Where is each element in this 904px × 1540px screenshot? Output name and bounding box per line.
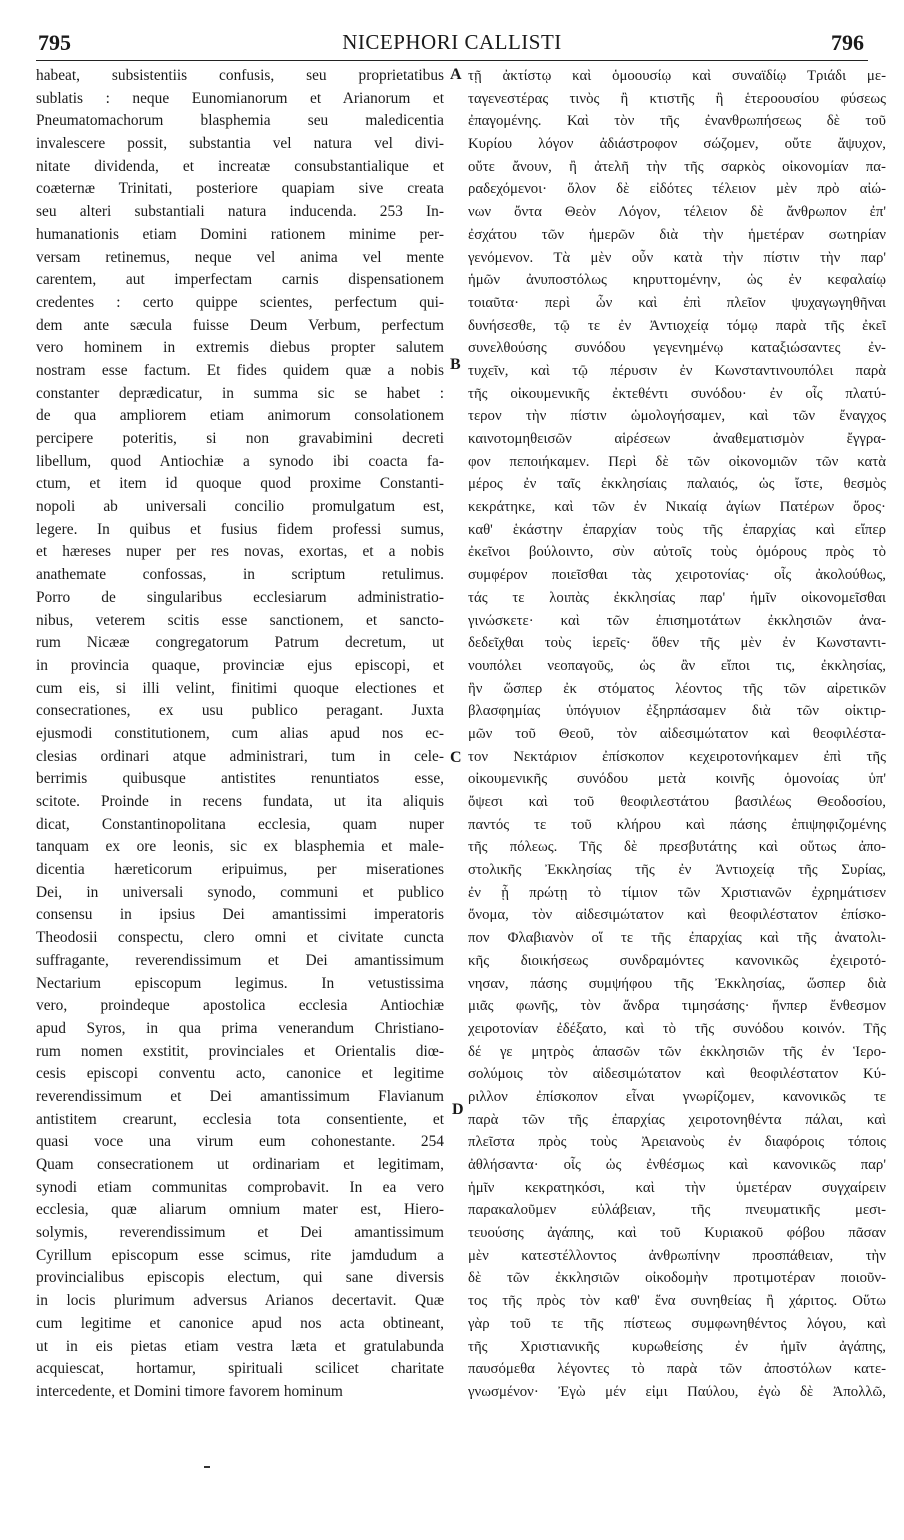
margin-marker-a: A bbox=[450, 66, 462, 83]
greek-text-line: ἀθλήσαντα· οἷς ὡς ἐνθέσμως καὶ κανονικῶς παρ' bbox=[468, 1157, 886, 1173]
latin-text-line: anathemate confossas, in scriptum retulimus. bbox=[36, 566, 444, 584]
greek-text-line: μῶν τοῦ Θεοῦ, τὸν αἰδεσιμώτατον καὶ θεοφιλέστα- bbox=[468, 725, 886, 742]
latin-text-line: synodi etiam communitas comprobavit. In ea vero bbox=[36, 1178, 444, 1196]
greek-text-line: οἰκουμενικῆς συνόδου μετὰ κοινῆς ὁμονοίας ὑπ' bbox=[468, 771, 886, 788]
latin-text-line: Cyrillum episcopum esse scimus, rite jamdudum a bbox=[36, 1246, 444, 1264]
latin-text-line: dicat, Constantinopolitana ecclesia, quam nuper bbox=[36, 815, 444, 833]
greek-text-line: κεκράτηκε, καὶ τῶν ἐν Νικαίᾳ ἁγίων Πατέρων ὅρος· bbox=[468, 499, 886, 516]
latin-text-line: libellum, quod Antiochiæ a synodo ibi coacta fa- bbox=[36, 452, 444, 470]
greek-text-line: ραδεχόμενοι· ὅλον δὲ εἰδότες τέλειον μὲν πρὸ αἰώ- bbox=[468, 181, 886, 198]
greek-text-line: γνωσμένον· Ἐγὼ μέν εἰμι Παύλου, ἐγὼ δὲ Ἀπολλῶ, bbox=[468, 1383, 886, 1400]
greek-text-line: δυνήσεσθε, τῷ τε ἐν Ἀντιοχείᾳ τόμῳ παρὰ τῆς ἐκεῖ bbox=[468, 317, 886, 334]
greek-text-line: ἡμῶν ἀνυποστόλως κηρυττομένην, ὡς ἐν κεφαλαίῳ bbox=[468, 272, 886, 289]
latin-text-line: rum Nicææ congregatorum Patrum decretum, ut bbox=[36, 634, 444, 652]
latin-text-line: nostram esse factum. Et fides quidem quæ a nobis bbox=[36, 361, 444, 379]
latin-text-line: reverendissimum et Dei amantissimum Flavianum bbox=[36, 1087, 444, 1105]
latin-text-line: acquiescat, hortamur, spirituali scilicet charitate bbox=[36, 1360, 444, 1378]
latin-text-line: berrimis quibusque antistites renuntiatos esse, bbox=[36, 770, 444, 788]
header-rule bbox=[36, 60, 868, 61]
latin-text-line: Quam consecrationem ut ordinariam et legitimam, bbox=[36, 1156, 444, 1173]
greek-text-line: ὄνομα, τὸν αἰδεσιμώτατον καὶ θεοφιλέστατον ἐπίσκο- bbox=[468, 907, 886, 924]
latin-text-line: coæternæ Trinitati, posteriore quapiam sive creata bbox=[36, 180, 444, 198]
latin-text-line: antistitem crearunt, ecclesia tota consentiente, et bbox=[36, 1110, 444, 1128]
greek-text-line: παντός τε τοῦ κλήρου καὶ πάσης ἐπιψηφιζομένης bbox=[468, 816, 886, 833]
latin-text-line: provincialibus episcopis electum, qui sane diversis bbox=[36, 1269, 444, 1287]
margin-marker-d: D bbox=[452, 1101, 464, 1118]
greek-text-line: μιᾶς φωνῆς, τὸν ἄνδρα τιμησάσης· ἥνπερ ἔνθεσμον bbox=[468, 998, 886, 1015]
latin-text-line: apud Syros, in qua prima venerandum Christiano- bbox=[36, 1019, 444, 1037]
latin-text-line: legere. In quibus et fusius fidem professi sumus, bbox=[36, 520, 444, 538]
greek-text-line: οὔτε ἄνουν, ἢ ἀτελῆ τὴν τῆς σαρκὸς οἰκονομίαν πα- bbox=[468, 158, 886, 175]
latin-text-line: nitate dividenda, et increatæ consubstantialique et bbox=[36, 157, 444, 175]
greek-text-line: σολύμοις τὸν αἰδεσιμώτατον καὶ θεοφιλέστατον Κύ- bbox=[468, 1066, 886, 1083]
greek-text-line: ἐκεῖνοι βούλοιντο, σὺν αὐτοῖς τοὺς ὁμόρους πρὸς τὸ bbox=[468, 544, 886, 561]
latin-text-line: cum legitime et canonice apud nos acta obtineant, bbox=[36, 1314, 444, 1332]
greek-text-line: συνελθούσης συνόδου γεγενημένῳ καταξιώσαντες ἐν- bbox=[468, 340, 886, 357]
latin-text-line: Dei, in universali synodo, communi et publico bbox=[36, 883, 444, 901]
greek-text-line: νουπόλει νεοπαγοῦς, ὡς ἂν εἴποι τις, ἐκκλησίας, bbox=[468, 657, 886, 674]
greek-text-line: ἐν ᾗ πρώτῃ τὸ τίμιον τῶν Χριστιανῶν ἐχρημάτισεν bbox=[468, 884, 886, 901]
page-number-right: 796 bbox=[831, 30, 864, 55]
latin-text-line: in locis plurimum adversus Arianos decertavit. Quæ bbox=[36, 1292, 444, 1310]
latin-text-line: carentem, aut imperfectam carnis dispensationem bbox=[36, 271, 444, 289]
greek-text-line: κῆς διοικήσεως συνδραμόντες κανονικῶς ἐχειροτό- bbox=[468, 952, 886, 969]
latin-text-line: percipere poteritis, si non gravabimini decreti bbox=[36, 430, 444, 447]
greek-column bbox=[468, 65, 886, 1404]
latin-text-line: ejusmodi constitutionem, cum alias apud nos ec- bbox=[36, 724, 444, 742]
latin-text-line: solymis, reverendissimum et Dei amantissimum bbox=[36, 1224, 444, 1242]
greek-text-line: ταγενεστέρας τινὸς ἢ κτιστῆς ἢ ἑτεροουσίου φύσεως bbox=[468, 90, 886, 107]
greek-text-line: τος τῆς πρὸς τὸν καθ' ἕνα συνηθείας ἢ χάριτος. Οὕτω bbox=[468, 1293, 886, 1310]
margin-marker-b: B bbox=[450, 356, 461, 373]
latin-text-line: habeat, subsistentiis confusis, seu proprietatibus bbox=[36, 67, 444, 84]
latin-text-line: clesias ordinari atque administrari, tum in cele- bbox=[36, 747, 444, 765]
greek-text-line: τευούσης ἀγάπης, καὶ τοῦ Κυριακοῦ φόβου πᾶσαν bbox=[468, 1225, 886, 1242]
latin-text-line: consecrationes, ex usu publico peragant. Juxta bbox=[36, 702, 444, 720]
greek-text-line: παρακαλοῦμεν εὐλάβειαν, τῆς πνευματικῆς μεσι- bbox=[468, 1202, 886, 1219]
latin-text-line: vero, proindeque apostolica ecclesia Antiochiæ bbox=[36, 997, 444, 1015]
latin-column bbox=[36, 65, 444, 1404]
greek-text-line: καινοτομηθεισῶν αἱρέσεων ἀναθεματισμὸν ἔγγρα- bbox=[468, 431, 886, 447]
latin-text-line: scitote. Proinde in recens fundata, ut ita aliquis bbox=[36, 793, 444, 810]
latin-text-line: in provincia quaque, provinciæ ejus episcopi, et bbox=[36, 656, 444, 674]
greek-text-line: παυσόμεθα λέγοντες τὸ παρὰ τῶν ἀποστόλων κατε- bbox=[468, 1361, 886, 1378]
greek-text-line: γενόμενον. Τὰ μὲν οὖν κατὰ τὴν πίστιν τὴν παρ' bbox=[468, 249, 886, 266]
latin-text-line: ut in eis pietas etiam vestra læta et gratulabunda bbox=[36, 1337, 444, 1355]
latin-text-line: Nectarium episcopum legimus. In vetustissima bbox=[36, 974, 444, 992]
latin-text-line: Pneumatomachorum blasphemia seu maledicentia bbox=[36, 112, 444, 130]
greek-text-line: μὲν κατεστέλλοντος ἀνθρωπίνην προσπάθειαν, τὴν bbox=[468, 1247, 886, 1264]
greek-text-line: τυχεῖν, καὶ τῷ πέρυσιν ἐν Κωνσταντινουπόλει παρὰ bbox=[468, 362, 886, 379]
greek-text-line: ἣν ὥσπερ ἐκ στόματος λέοντος τῆς τῶν αἱρετικῶν bbox=[468, 680, 886, 697]
greek-text-line: δέ γε μητρὸς ἁπασῶν τῶν ἐκκλησιῶν τῆς ἐν Ἱερο- bbox=[468, 1043, 886, 1060]
latin-text-line: Porro de singularibus ecclesiarum administratio- bbox=[36, 588, 444, 606]
latin-text-line: ecclesia, quæ aliarum omnium mater est, Hiero- bbox=[36, 1201, 444, 1219]
latin-text-line: seu alteri substantiali natura inducenda. 253 In- bbox=[36, 203, 444, 221]
greek-text-line: τερον τὴν πίστιν ὡμολογήσαμεν, καὶ τῶν ἔναγχος bbox=[468, 408, 886, 425]
latin-text-line: versam retinemus, neque vel anima vel mente bbox=[36, 248, 444, 266]
page-header bbox=[30, 30, 874, 58]
greek-text-line: τῆς πόλεως. Τῆς δὲ πρεσβυτάτης καὶ οὕτως ἀπο- bbox=[468, 839, 886, 856]
greek-text-line: ὄψεσι καὶ τοῦ θεοφιλεστάτου βασιλέως Θεοδοσίου, bbox=[468, 794, 886, 810]
latin-text-line: nibus, veterem scitis esse sanctionem, et sancto- bbox=[36, 611, 444, 629]
greek-text-line: χειροτονίαν ἐδέξατο, καὶ τὸ τῆς συνόδου κοινόν. Τῆς bbox=[468, 1020, 886, 1037]
latin-text-line: humanationis etiam Domini rationem minime per- bbox=[36, 225, 444, 243]
latin-text-line: invalescere possit, substantia vel natura vel divi- bbox=[36, 135, 444, 153]
latin-text-line: ctum, et item id quoque quod proxime Constanti- bbox=[36, 475, 444, 493]
greek-text-line: Κυρίου λόγον ἀδιάστροφον σώζομεν, οὔτε ἄψυχον, bbox=[468, 136, 886, 153]
bottom-mark bbox=[204, 1466, 210, 1468]
latin-text-line: sublatis : neque Eunomianorum et Arianorum et bbox=[36, 89, 444, 107]
latin-text-line: cum eis, si illi velint, finitimi quoque electiones et bbox=[36, 679, 444, 697]
greek-text-line: δεδεῖχθαι τοὺς ἱερεῖς· ὅθεν τῆς μὲν ἐν Κωνσταντι- bbox=[468, 635, 886, 652]
greek-text-line: παρὰ τῶν τῆς ἐπαρχίας χειροτονηθέντα πάλαι, καὶ bbox=[468, 1111, 886, 1128]
running-title: NICEPHORI CALLISTI bbox=[342, 30, 562, 54]
latin-text-line: cesis episcopi conventu acto, canonice et legitime bbox=[36, 1065, 444, 1083]
latin-text-line: rum nomen exstitit, provinciales et Orientalis diœ- bbox=[36, 1042, 444, 1060]
greek-text-line: τοιαῦτα· περὶ ὧν καὶ ἐπὶ πλεῖον ψυχαγωγηθῆναι bbox=[468, 294, 886, 311]
page-number-left: 795 bbox=[38, 30, 71, 55]
latin-text-line: constanter deprædicatur, in summa sic se habet : bbox=[36, 384, 444, 402]
greek-text-line: γινώσκετε· καὶ τῶν ἐπισημοτάτων ἐκκλησιῶν ἀνα- bbox=[468, 612, 886, 629]
greek-text-line: ἐπαγομένης. Καὶ τὸν τῆς ἐνανθρωπήσεως δὲ τοῦ bbox=[468, 113, 886, 130]
greek-text-line: τῆς Χριστιανικῆς κυρωθείσης ἐν ἡμῖν ἀγάπης, bbox=[468, 1338, 886, 1355]
greek-text-line: δὲ τῶν ἐκκλησιῶν οἰκοδομὴν προτιμοτέραν ποιοῦν- bbox=[468, 1270, 886, 1287]
latin-text-line: credentes : certo quippe scientes, perfectum qui- bbox=[36, 293, 444, 311]
latin-text-line: suffragante, reverendissimum et Dei amantissimum bbox=[36, 951, 444, 969]
latin-text-line: nopoli ab universali concilio promulgatum est, bbox=[36, 498, 444, 516]
greek-text-line: ριλλον ἐπίσκοπον εἶναι γνωρίζομεν, κανονικῶς τε bbox=[468, 1088, 886, 1105]
latin-text-line: consensu in ipsius Dei amantissimi imperatoris bbox=[36, 906, 444, 924]
latin-text-line: et hæreses nuper per res novas, exortas, et a nobis bbox=[36, 543, 444, 561]
greek-text-line: τάς τε λοιπὰς ἐκκλησίας παρ' ἡμῖν οἰκονομεῖσθαι bbox=[468, 589, 886, 606]
greek-text-line: πλεῖστα πρὸς τοὺς Ἀρειανοὺς ἐν διαφόροις τόποις bbox=[468, 1134, 886, 1151]
greek-text-line: συμφέρον ποιεῖσθαι τὰς χειροτονίας· οἷς ἀκολούθως, bbox=[468, 567, 886, 584]
greek-text-line: τῇ ἀκτίστῳ καὶ ὁμοουσίῳ καὶ συναϊδίῳ Τριάδι με- bbox=[468, 68, 886, 84]
greek-text-line: βλασφημίας ὑπόγυιον ἐξηρπάσαμεν διὰ τῶν οἰκτιρ- bbox=[468, 703, 886, 720]
greek-text-line: νων ὄντα Θεὸν Λόγον, τέλειον δὲ ἄνθρωπον ἐπ' bbox=[468, 204, 886, 221]
greek-text-line: τῆς οἰκουμενικῆς ἐκτεθέντι συνόδου· ἐν οἷς πλατύ- bbox=[468, 385, 886, 402]
latin-text-line: tanquam ex ore leonis, sic ex blasphemia et male- bbox=[36, 838, 444, 856]
greek-text-line: νησαν, πάσης συμψήφου τῆς Ἐκκλησίας, ὥσπερ διὰ bbox=[468, 975, 886, 992]
latin-text-line: dicentia hæreticorum eripuimus, per miserationes bbox=[36, 861, 444, 879]
greek-text-line: ἡμῖν κεκρατηκόσι, καὶ τὴν ὑμετέραν συγχαίρειν bbox=[468, 1179, 886, 1196]
greek-text-line: φον πεποιήκαμεν. Περὶ δὲ τῶν οἰκονομιῶν τῶν κατὰ bbox=[468, 453, 886, 470]
greek-text-line: γὰρ τοῦ τε τῆς πίστεως συμφωνηθέντος λόγου, καὶ bbox=[468, 1315, 886, 1332]
greek-text-line: μέρος ἐν ταῖς ἐκκλησίαις παλαιός, ὡς ἴστε, θεσμὸς bbox=[468, 476, 886, 493]
greek-text-line: καθ' ἑκάστην ἐπαρχίαν τοὺς τῆς ἐπαρχίας καὶ εἴπερ bbox=[468, 521, 886, 538]
latin-text-line: quasi voce una virum eum cohonestante. 254 bbox=[36, 1133, 444, 1151]
latin-text-line: dem ante sæcula fuisse Deum Verbum, perfectum bbox=[36, 316, 444, 334]
greek-text-line: στολικῆς Ἐκκλησίας τῆς ἐν Ἀντιοχείᾳ τῆς Συρίας, bbox=[468, 862, 886, 879]
latin-text-line: intercedente, et Domini timore favorem hominum bbox=[36, 1382, 343, 1400]
greek-text-line: τον Νεκτάριον ἐπίσκοπον κεχειροτονήκαμεν ἐπὶ τῆς bbox=[468, 748, 886, 765]
greek-text-line: πον Φλαβιανὸν οἵ τε τῆς ἐπαρχίας καὶ τῆς ἀνατολι- bbox=[468, 930, 886, 947]
greek-text-line: ἐσχάτου τῶν ἡμερῶν διὰ τὴν ἡμετέραν σωτηρίαν bbox=[468, 226, 886, 243]
margin-marker-c: C bbox=[450, 749, 462, 766]
latin-text-line: de qua ampliorem etiam animorum consolationem bbox=[36, 407, 444, 425]
latin-text-line: Theodosii conspectu, clero omni et civitate cuncta bbox=[36, 929, 444, 947]
latin-text-line: vero hominem in extremis diebus propter salutem bbox=[36, 339, 444, 357]
